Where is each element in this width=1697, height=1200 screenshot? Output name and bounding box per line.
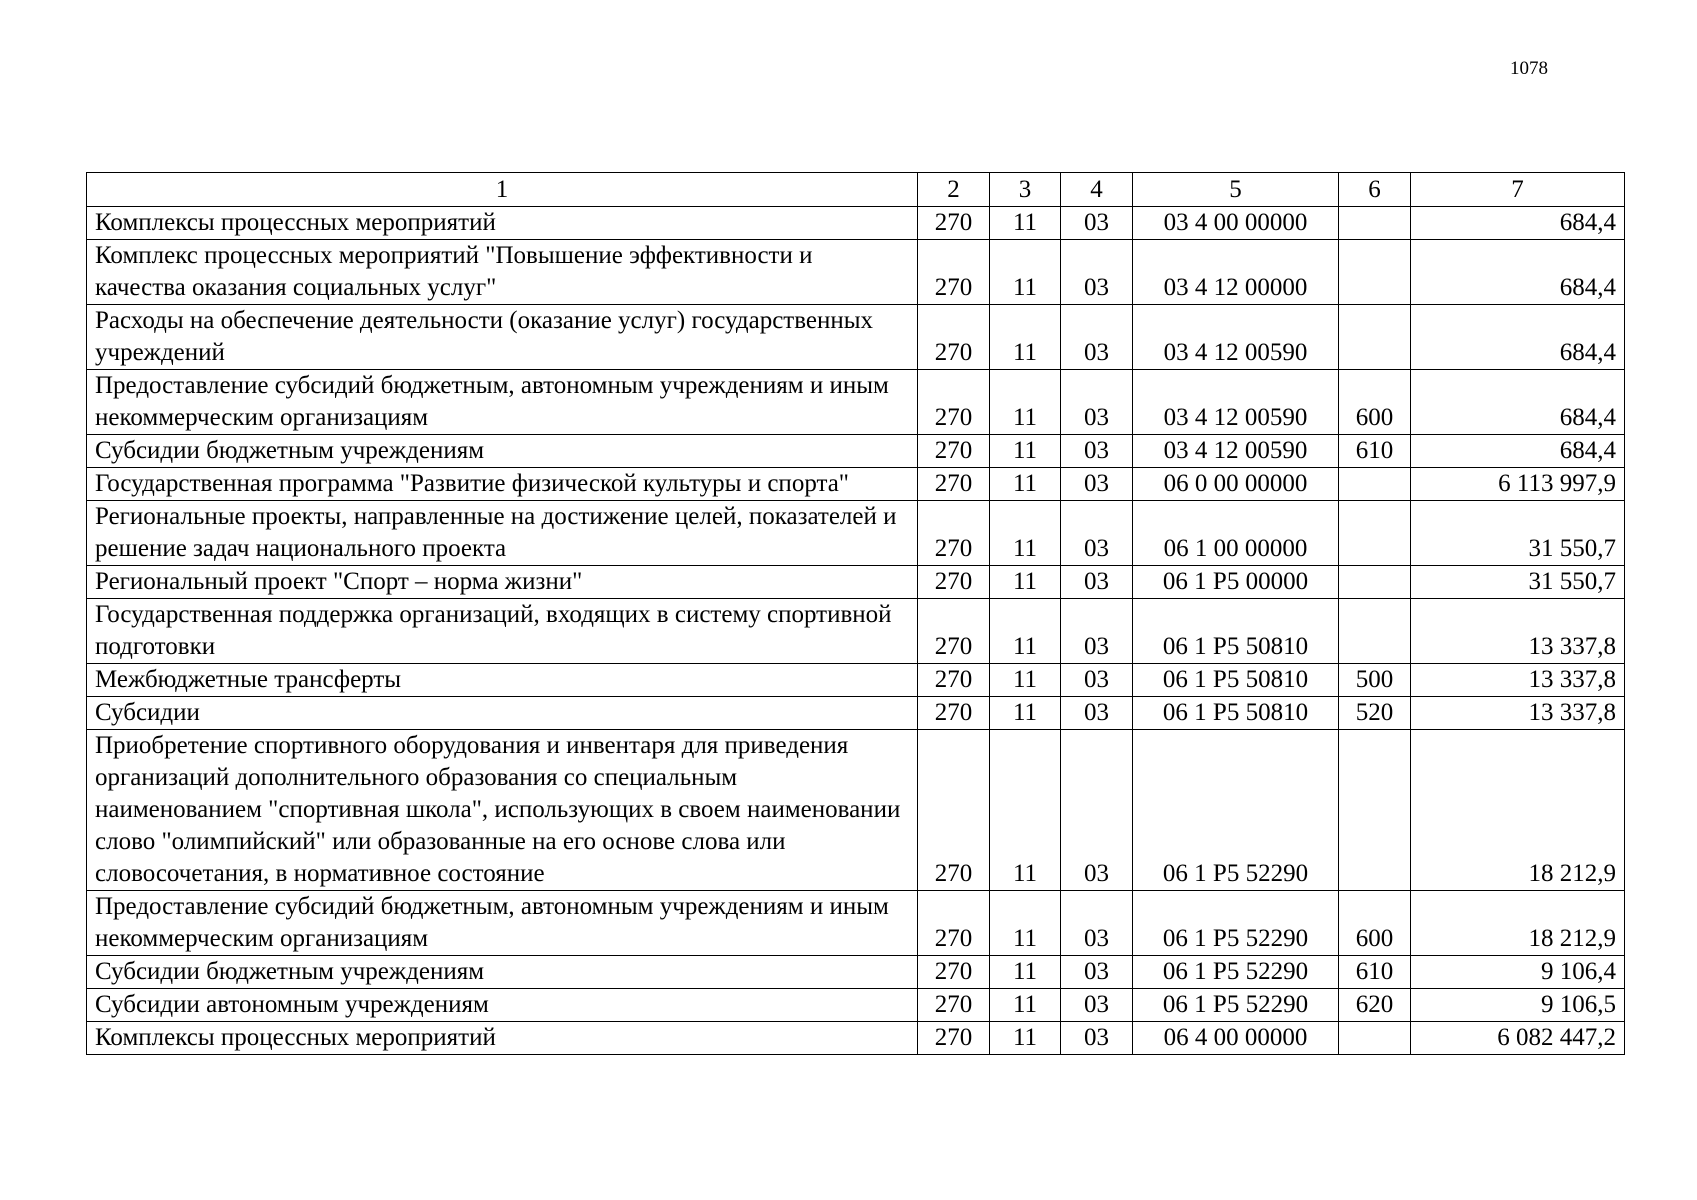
row-rz-cell: 11 xyxy=(990,697,1061,730)
row-pr-cell: 03 xyxy=(1061,1022,1133,1055)
table-row xyxy=(87,501,1625,566)
header-cell-1: 1 xyxy=(87,173,918,207)
row-pr-cell: 03 xyxy=(1061,599,1133,664)
row-name-cell: Субсидии бюджетным учреждениям xyxy=(87,435,918,468)
row-ved-cell: 270 xyxy=(918,501,990,566)
header-cell-5: 5 xyxy=(1133,173,1339,207)
row-rz-cell: 11 xyxy=(990,956,1061,989)
row-pr-cell: 03 xyxy=(1061,697,1133,730)
row-name-cell: Субсидии xyxy=(87,697,918,730)
row-vr-cell xyxy=(1339,207,1411,240)
budget-table xyxy=(86,172,1625,1055)
row-sum-cell: 684,4 xyxy=(1411,207,1625,240)
row-ved-cell: 270 xyxy=(918,305,990,370)
row-name-cell: Комплексы процессных мероприятий xyxy=(87,207,918,240)
table-row xyxy=(87,566,1625,599)
page-number: 1078 xyxy=(1510,58,1548,79)
row-ved-cell: 270 xyxy=(918,1022,990,1055)
row-pr-cell: 03 xyxy=(1061,435,1133,468)
row-pr-cell: 03 xyxy=(1061,989,1133,1022)
row-rz-cell: 11 xyxy=(990,891,1061,956)
row-ved-cell: 270 xyxy=(918,730,990,891)
row-sum-cell: 6 082 447,2 xyxy=(1411,1022,1625,1055)
row-csr-cell: 06 1 P5 52290 xyxy=(1133,891,1339,956)
row-sum-cell: 31 550,7 xyxy=(1411,501,1625,566)
row-rz-cell: 11 xyxy=(990,435,1061,468)
table-row xyxy=(87,468,1625,501)
row-pr-cell: 03 xyxy=(1061,566,1133,599)
row-name-cell: Комплекс процессных мероприятий "Повышение эффективности и качества оказания социальных услуг" xyxy=(87,240,918,305)
row-csr-cell: 06 1 P5 50810 xyxy=(1133,664,1339,697)
row-rz-cell: 11 xyxy=(990,599,1061,664)
table-row xyxy=(87,664,1625,697)
row-sum-cell: 13 337,8 xyxy=(1411,664,1625,697)
table-row xyxy=(87,370,1625,435)
row-vr-cell xyxy=(1339,501,1411,566)
row-sum-cell: 9 106,5 xyxy=(1411,989,1625,1022)
header-cell-3: 3 xyxy=(990,173,1061,207)
row-csr-cell: 06 1 P5 00000 xyxy=(1133,566,1339,599)
row-rz-cell: 11 xyxy=(990,370,1061,435)
table-row xyxy=(87,697,1625,730)
table-row xyxy=(87,989,1625,1022)
table-body xyxy=(87,207,1625,1055)
row-sum-cell: 18 212,9 xyxy=(1411,891,1625,956)
table-row xyxy=(87,599,1625,664)
row-rz-cell: 11 xyxy=(990,501,1061,566)
row-csr-cell: 03 4 12 00590 xyxy=(1133,435,1339,468)
row-ved-cell: 270 xyxy=(918,956,990,989)
row-rz-cell: 11 xyxy=(990,1022,1061,1055)
row-pr-cell: 03 xyxy=(1061,305,1133,370)
row-vr-cell: 600 xyxy=(1339,370,1411,435)
row-vr-cell: 610 xyxy=(1339,435,1411,468)
row-vr-cell: 520 xyxy=(1339,697,1411,730)
row-csr-cell: 03 4 12 00000 xyxy=(1133,240,1339,305)
row-ved-cell: 270 xyxy=(918,468,990,501)
table-row xyxy=(87,956,1625,989)
row-csr-cell: 03 4 00 00000 xyxy=(1133,207,1339,240)
row-pr-cell: 03 xyxy=(1061,891,1133,956)
row-csr-cell: 06 1 00 00000 xyxy=(1133,501,1339,566)
row-name-cell: Региональный проект "Спорт – норма жизни" xyxy=(87,566,918,599)
row-vr-cell: 500 xyxy=(1339,664,1411,697)
row-pr-cell: 03 xyxy=(1061,664,1133,697)
row-ved-cell: 270 xyxy=(918,240,990,305)
header-cell-4: 4 xyxy=(1061,173,1133,207)
header-cell-2: 2 xyxy=(918,173,990,207)
row-rz-cell: 11 xyxy=(990,468,1061,501)
table-row xyxy=(87,891,1625,956)
row-pr-cell: 03 xyxy=(1061,956,1133,989)
row-ved-cell: 270 xyxy=(918,435,990,468)
row-name-cell: Субсидии бюджетным учреждениям xyxy=(87,956,918,989)
row-rz-cell: 11 xyxy=(990,207,1061,240)
row-pr-cell: 03 xyxy=(1061,501,1133,566)
row-vr-cell xyxy=(1339,599,1411,664)
row-csr-cell: 06 1 P5 52290 xyxy=(1133,989,1339,1022)
row-csr-cell: 06 1 P5 52290 xyxy=(1133,730,1339,891)
row-rz-cell: 11 xyxy=(990,664,1061,697)
table-row xyxy=(87,207,1625,240)
row-vr-cell xyxy=(1339,1022,1411,1055)
row-sum-cell: 684,4 xyxy=(1411,435,1625,468)
row-rz-cell: 11 xyxy=(990,730,1061,891)
row-sum-cell: 684,4 xyxy=(1411,305,1625,370)
row-sum-cell: 18 212,9 xyxy=(1411,730,1625,891)
table-row xyxy=(87,240,1625,305)
row-pr-cell: 03 xyxy=(1061,370,1133,435)
row-sum-cell: 13 337,8 xyxy=(1411,599,1625,664)
row-sum-cell: 6 113 997,9 xyxy=(1411,468,1625,501)
row-pr-cell: 03 xyxy=(1061,207,1133,240)
header-cell-7: 7 xyxy=(1411,173,1625,207)
row-csr-cell: 03 4 12 00590 xyxy=(1133,305,1339,370)
row-name-cell: Государственная программа "Развитие физической культуры и спорта" xyxy=(87,468,918,501)
row-pr-cell: 03 xyxy=(1061,240,1133,305)
row-name-cell: Приобретение спортивного оборудования и инвентаря для приведения организаций дополнительного образования со специальным наименованием "спортивная школа", использующих в своем наименовании слово "олимпийский" или образованные на его основе слова или словосочетания, в нормативное состояние xyxy=(87,730,918,891)
row-sum-cell: 684,4 xyxy=(1411,240,1625,305)
row-vr-cell: 620 xyxy=(1339,989,1411,1022)
row-csr-cell: 06 1 P5 50810 xyxy=(1133,599,1339,664)
row-name-cell: Предоставление субсидий бюджетным, автономным учреждениям и иным некоммерческим организациям xyxy=(87,370,918,435)
row-sum-cell: 9 106,4 xyxy=(1411,956,1625,989)
table-row xyxy=(87,435,1625,468)
row-sum-cell: 684,4 xyxy=(1411,370,1625,435)
row-name-cell: Межбюджетные трансферты xyxy=(87,664,918,697)
table-row xyxy=(87,1022,1625,1055)
row-ved-cell: 270 xyxy=(918,370,990,435)
row-csr-cell: 06 1 P5 52290 xyxy=(1133,956,1339,989)
row-csr-cell: 06 0 00 00000 xyxy=(1133,468,1339,501)
row-rz-cell: 11 xyxy=(990,305,1061,370)
row-vr-cell xyxy=(1339,566,1411,599)
row-vr-cell: 610 xyxy=(1339,956,1411,989)
row-rz-cell: 11 xyxy=(990,566,1061,599)
row-name-cell: Расходы на обеспечение деятельности (оказание услуг) государственных учреждений xyxy=(87,305,918,370)
row-name-cell: Государственная поддержка организаций, входящих в систему спортивной подготовки xyxy=(87,599,918,664)
row-sum-cell: 31 550,7 xyxy=(1411,566,1625,599)
row-csr-cell: 06 1 P5 50810 xyxy=(1133,697,1339,730)
row-name-cell: Субсидии автономным учреждениям xyxy=(87,989,918,1022)
row-vr-cell xyxy=(1339,468,1411,501)
row-ved-cell: 270 xyxy=(918,566,990,599)
row-ved-cell: 270 xyxy=(918,664,990,697)
table-row xyxy=(87,305,1625,370)
table-row xyxy=(87,730,1625,891)
row-rz-cell: 11 xyxy=(990,240,1061,305)
row-csr-cell: 06 4 00 00000 xyxy=(1133,1022,1339,1055)
row-pr-cell: 03 xyxy=(1061,730,1133,891)
header-row xyxy=(87,173,1625,207)
row-sum-cell: 13 337,8 xyxy=(1411,697,1625,730)
row-ved-cell: 270 xyxy=(918,599,990,664)
row-ved-cell: 270 xyxy=(918,697,990,730)
row-vr-cell xyxy=(1339,305,1411,370)
row-ved-cell: 270 xyxy=(918,891,990,956)
row-vr-cell: 600 xyxy=(1339,891,1411,956)
row-vr-cell xyxy=(1339,240,1411,305)
row-csr-cell: 03 4 12 00590 xyxy=(1133,370,1339,435)
header-cell-6: 6 xyxy=(1339,173,1411,207)
row-ved-cell: 270 xyxy=(918,989,990,1022)
row-rz-cell: 11 xyxy=(990,989,1061,1022)
row-ved-cell: 270 xyxy=(918,207,990,240)
row-name-cell: Комплексы процессных мероприятий xyxy=(87,1022,918,1055)
row-pr-cell: 03 xyxy=(1061,468,1133,501)
row-name-cell: Предоставление субсидий бюджетным, автономным учреждениям и иным некоммерческим организациям xyxy=(87,891,918,956)
row-name-cell: Региональные проекты, направленные на достижение целей, показателей и решение задач национального проекта xyxy=(87,501,918,566)
row-vr-cell xyxy=(1339,730,1411,891)
